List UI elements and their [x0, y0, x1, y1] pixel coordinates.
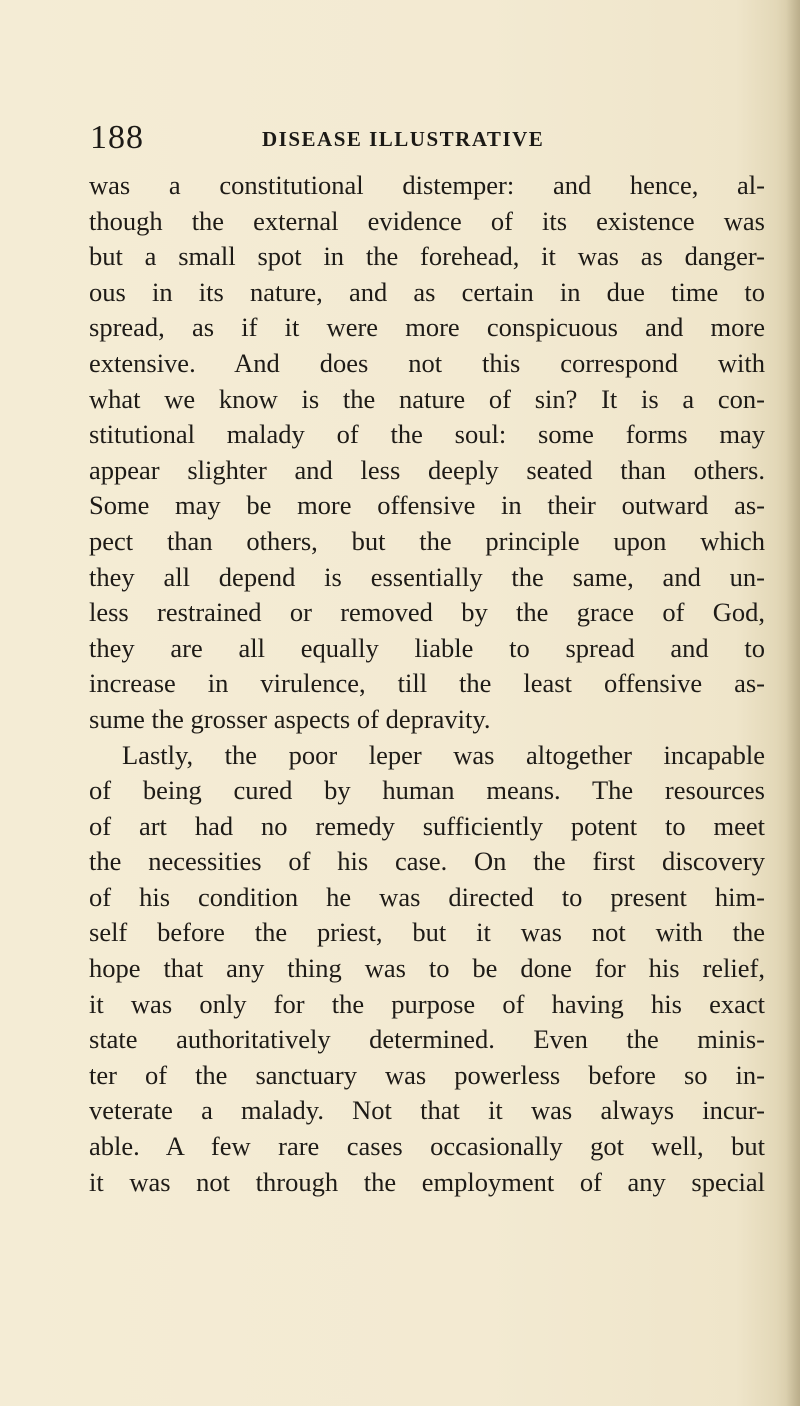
text-line: though the external evidence of its existence was	[89, 205, 765, 236]
text-line: able. A few rare cases occasionally got well, but	[89, 1131, 765, 1162]
text-line: spread, as if it were more conspicuous and more	[89, 312, 765, 343]
text-line: the necessities of his case. On the first discovery	[89, 846, 765, 877]
text-line: of his condition he was directed to present him-	[89, 881, 765, 912]
text-line: was a constitutional distemper: and hence, al-	[89, 170, 765, 200]
text-line: ter of the sanctuary was powerless before so in-	[89, 1059, 765, 1090]
page-number: 188	[90, 119, 144, 156]
text-line: self before the priest, but it was not with the	[89, 917, 765, 948]
running-head-title: DISEASE ILLUSTRATIVE	[262, 127, 545, 151]
running-head	[90, 118, 770, 158]
text-line: stitutional malady of the soul: some forms may	[89, 419, 765, 450]
text-line: appear slighter and less deeply seated than others.	[89, 454, 765, 485]
paragraph-end-line: sume the grosser aspects of depravity.	[89, 703, 491, 734]
text-line: it was only for the purpose of having his exact	[89, 988, 765, 1019]
body-text	[89, 168, 765, 1200]
text-line: they all depend is essentially the same, and un-	[89, 561, 765, 592]
text-line: state authoritatively determined. Even the minis-	[89, 1024, 765, 1055]
text-line: what we know is the nature of sin? It is a con-	[89, 383, 765, 414]
text-line: ous in its nature, and as certain in due time to	[89, 276, 765, 307]
text-line: increase in virulence, till the least offensive as-	[89, 668, 765, 699]
text-line: of being cured by human means. The resources	[89, 775, 765, 806]
text-line: pect than others, but the principle upon which	[89, 525, 765, 556]
text-line: extensive. And does not this correspond with	[89, 347, 765, 378]
text-line: it was not through the employment of any special	[89, 1166, 765, 1197]
paragraph-start-line: Lastly, the poor leper was altogether incapable	[122, 739, 765, 770]
text-line: but a small spot in the forehead, it was as danger-	[89, 241, 765, 272]
text-line: they are all equally liable to spread and to	[89, 632, 765, 663]
text-line: Some may be more offensive in their outward as-	[89, 490, 765, 521]
text-line: of art had no remedy sufficiently potent to meet	[89, 810, 765, 841]
text-line: less restrained or removed by the grace of God,	[89, 597, 765, 628]
text-line: veterate a malady. Not that it was always incur-	[89, 1095, 765, 1126]
page-edge-shadow	[786, 0, 800, 1406]
text-line: hope that any thing was to be done for his relief,	[89, 953, 765, 984]
